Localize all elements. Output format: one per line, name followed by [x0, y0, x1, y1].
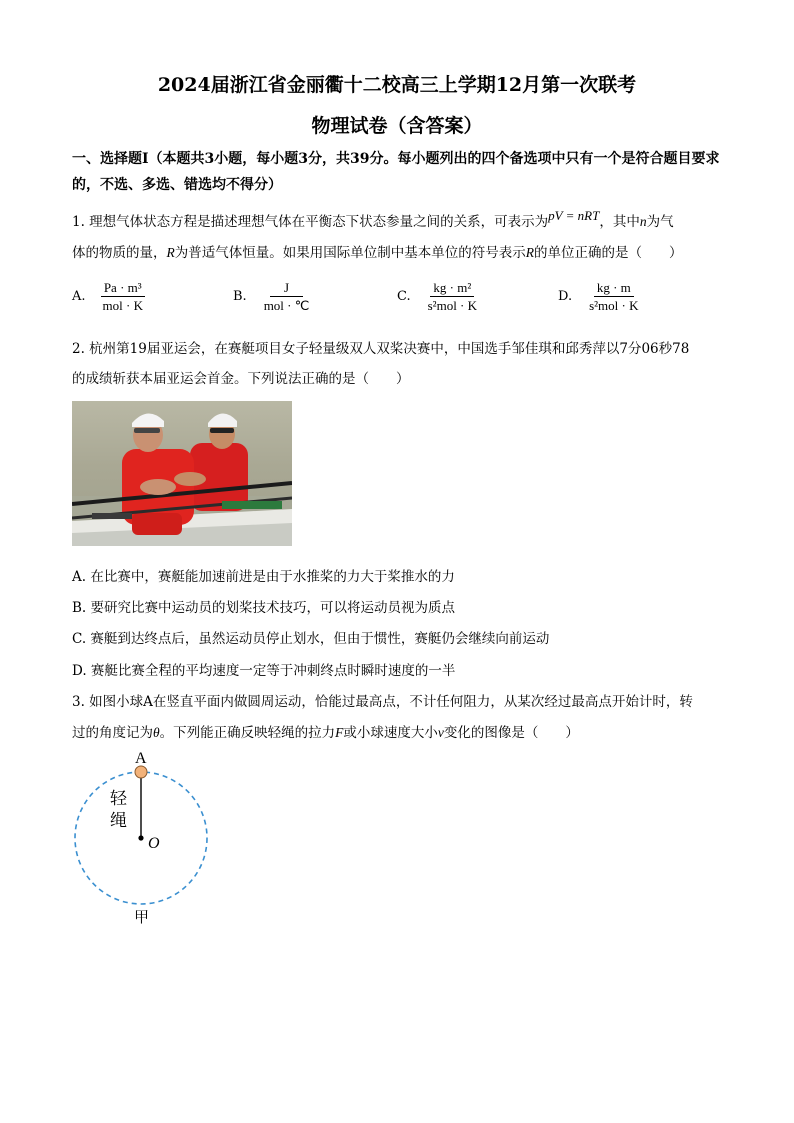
- q3-text-line2c: 或小球速度大小: [343, 725, 438, 741]
- rowing-photo: [72, 401, 292, 546]
- q1-var-R2: R: [525, 245, 534, 260]
- question-1-line-2: [72, 241, 683, 261]
- q1-option-b-fraction: [261, 280, 313, 313]
- q1-option-b-denominator: mol · ℃: [263, 298, 310, 313]
- q3-var-F: F: [335, 725, 344, 740]
- q1-option-b-label: B.: [233, 289, 247, 304]
- question-3-line-1: 3. 如图小球A在竖直平面内做圆周运动，恰能过最高点，不计任何阻力，从某次经过最高点开始计时，转: [72, 694, 693, 710]
- rowing-photo-illustration: [72, 401, 292, 546]
- q2-choice-a[interactable]: A. 在比赛中，赛艇能加速前进是由于水推桨的力大于桨推水的力: [72, 569, 455, 585]
- question-2-line-2: 的成绩斩获本届亚运会首金。下列说法正确的是（ ）: [72, 371, 410, 387]
- q1-option-d-fraction: [586, 280, 641, 313]
- q1-option-d-label: D.: [558, 289, 573, 304]
- q1-option-a-fraction: [100, 280, 146, 313]
- rope-label: [110, 788, 128, 832]
- q1-option-c-fraction: [425, 280, 480, 313]
- q1-text-line2a: 体的物质的量，: [72, 245, 167, 261]
- q1-option-b-numerator: J: [270, 280, 303, 297]
- question-1-line-1: [72, 210, 674, 230]
- q1-option-c[interactable]: [397, 280, 480, 313]
- label-o: O: [148, 835, 160, 852]
- q3-text-line2d: 变化的图像是（ ）: [443, 725, 579, 741]
- q3-var-theta: θ: [153, 725, 160, 740]
- exam-subtitle: 物理试卷（含答案）: [311, 115, 483, 137]
- q1-option-d[interactable]: [558, 280, 642, 313]
- q1-option-b[interactable]: [233, 280, 312, 313]
- center-point-o: [138, 835, 143, 840]
- label-a: A: [135, 750, 147, 767]
- q1-var-R: R: [166, 245, 175, 260]
- q1-option-c-denominator: s²mol · K: [427, 298, 478, 313]
- q1-formula: pV = nRT: [548, 208, 600, 223]
- exam-title: 2024届浙江省金丽衢十二校高三上学期12月第一次联考: [157, 74, 637, 96]
- circle-diagram: [66, 744, 216, 934]
- q1-option-a-label: A.: [72, 289, 86, 304]
- q1-text-part3: 为气: [646, 214, 674, 230]
- question-3-line-2: [72, 721, 579, 741]
- rope-label-char: 轻: [110, 789, 127, 809]
- q1-option-a[interactable]: [72, 280, 146, 313]
- q1-text-line2c: 的单位正确的是（ ）: [534, 245, 683, 261]
- q1-option-c-numerator: kg · m²: [430, 280, 474, 297]
- rope-label-char: 绳: [110, 811, 127, 831]
- q1-option-d-numerator: kg · m: [594, 280, 634, 297]
- q1-option-a-denominator: mol · K: [102, 298, 143, 313]
- q3-var-v: v: [437, 725, 444, 740]
- circular-motion-figure: [66, 744, 216, 934]
- q2-choice-c[interactable]: C. 赛艇到达终点后，虽然运动员停止划水，但由于惯性，赛艇仍会继续向前运动: [72, 631, 550, 647]
- q1-option-c-label: C.: [397, 289, 411, 304]
- q2-choice-b[interactable]: B. 要研究比赛中运动员的划桨技术技巧，可以将运动员视为质点: [72, 600, 456, 616]
- q1-var-n: n: [639, 214, 647, 229]
- q1-text-line2b: 为普适气体恒量。如果用国际单位制中基本单位的符号表示: [174, 245, 526, 261]
- question-2-line-1: 2. 杭州第19届亚运会，在赛艇项目女子轻量级双人双桨决赛中，中国选手邹佳琪和邱秀萍以7分06秒78: [72, 341, 690, 357]
- section-heading: 一、选择题Ⅰ（本题共3小题，每小题3分，共39分。每小题列出的四个备选项中只有一个是符合题目要求的，不选、多选、错选均不得分）: [72, 151, 720, 193]
- figure-caption: 甲: [134, 908, 150, 926]
- q1-text-part1: 1. 理想气体状态方程是描述理想气体在平衡态下状态参量之间的关系，可表示为: [72, 214, 549, 230]
- q1-option-a-numerator: Pa · m³: [101, 280, 145, 297]
- q2-choice-d[interactable]: D. 赛艇比赛全程的平均速度一定等于冲刺终点时瞬时速度的一半: [72, 663, 456, 679]
- q3-text-line2b: 。下列能正确反映轻绳的拉力: [159, 725, 336, 741]
- ball-a: [135, 766, 147, 778]
- q3-text-line2a: 过的角度记为: [72, 725, 153, 741]
- q1-option-d-denominator: s²mol · K: [589, 298, 639, 313]
- q1-text-part2: ，其中: [599, 214, 640, 230]
